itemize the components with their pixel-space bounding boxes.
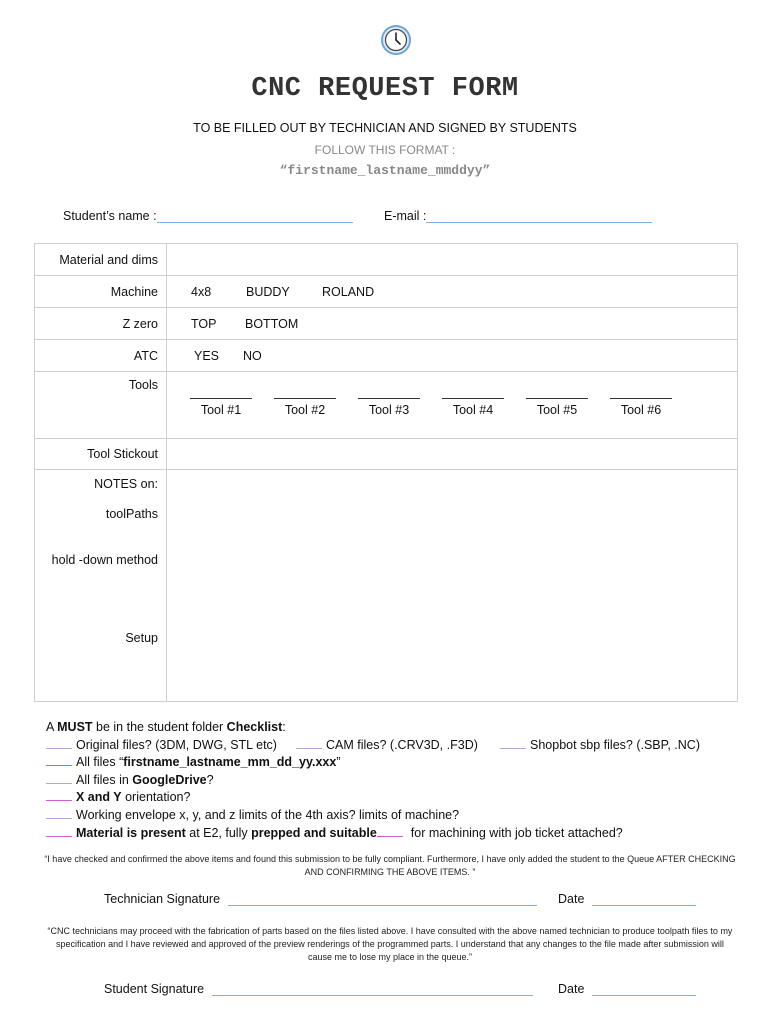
tool-slot[interactable] [179,398,263,417]
student-signature-field[interactable] [212,981,533,996]
request-table [34,243,738,702]
zzero-option-bottom[interactable]: BOTTOM [245,316,299,331]
checklist-item: Material is present at E2, fully prepped and suitable for machining with job ticket attached? [46,825,746,843]
check-blank[interactable] [46,754,72,766]
check-blank[interactable] [377,825,403,837]
material-field[interactable] [167,244,738,276]
technician-date-field[interactable] [592,891,696,906]
email-label: E-mail : [384,209,427,223]
tool-label: Tool #1 [200,403,242,417]
checklist-item: X and Y orientation? [46,789,746,807]
stickout-label: Tool Stickout [35,439,167,470]
tool-label: Tool #2 [284,403,326,417]
tool-slot[interactable] [431,398,515,417]
technician-signature-label: Technician Signature [104,892,221,906]
student-statement: “CNC technicians may proceed with the fabrication of parts based on the files listed above. I have consulted with the above named technician to produce toolpath files to my specification and I have reviewed and approved of the preview renderings of the programmed parts. I understand that any changes to the file made after submission will cause me to lose my place in the queue.” [47,926,733,962]
table-row [35,244,738,276]
stickout-field[interactable] [167,439,738,470]
checklist-item: Original files? (3DM, DWG, STL etc) CAM files? (.CRV3D, .F3D) Shopbot sbp files? (.SBP, .NC) [46,737,746,755]
notes-field[interactable] [167,470,738,702]
email-field[interactable] [426,208,652,223]
check-blank[interactable] [296,737,322,749]
tool-label: Tool #6 [620,403,662,417]
check-blank[interactable] [46,772,72,784]
check-blank[interactable] [46,737,72,749]
machine-option-4x8[interactable]: 4x8 [191,284,212,299]
tool-slot[interactable] [263,398,347,417]
student-signature-label: Student Signature [104,982,205,996]
tool-slot[interactable] [347,398,431,417]
page-title: CNC REQUEST FORM [251,74,519,104]
checklist-item: All files in GoogleDrive? [46,772,746,790]
setup-label: Setup [125,631,158,645]
tools-label: Tools [35,372,167,439]
tool-label: Tool #5 [536,403,578,417]
table-row [35,340,738,372]
checklist-intro: A MUST be in the student folder Checklist: [46,720,286,734]
clock-icon [381,25,411,55]
technician-date-label: Date [558,892,585,906]
check-blank[interactable] [500,737,526,749]
atc-label: ATC [35,340,167,372]
technician-signature-row [104,891,537,906]
atc-options [167,340,738,372]
zzero-option-top[interactable]: TOP [191,316,217,331]
page-subtitle: TO BE FILLED OUT BY TECHNICIAN AND SIGNED BY STUDENTS [193,121,577,135]
tool-label: Tool #3 [368,403,410,417]
checklist-item: All files “firstname_lastname_mm_dd_yy.xxx” [46,754,746,772]
atc-option-no[interactable]: NO [243,348,262,363]
format-instruction: FOLLOW THIS FORMAT : [314,143,456,157]
holddown-label: hold -down method [51,553,158,567]
atc-option-yes[interactable]: YES [194,348,220,363]
material-label: Material and dims [35,244,167,276]
zzero-options [167,308,738,340]
technician-signature-field[interactable] [228,891,537,906]
student-name-label: Student’s name : [63,209,157,223]
tools-list [167,372,738,439]
machine-options [167,276,738,308]
notes-label: NOTES on: [94,477,158,491]
table-row [35,439,738,470]
notes-labels [35,470,167,702]
machine-label: Machine [35,276,167,308]
tool-label: Tool #4 [452,403,494,417]
table-row [35,276,738,308]
student-date-label: Date [558,982,585,996]
student-name-field[interactable] [157,208,353,223]
student-date-row [558,981,696,996]
technician-date-row [558,891,696,906]
student-name-row [63,208,353,223]
machine-option-buddy[interactable]: BUDDY [246,284,290,299]
tool-slot[interactable] [515,398,599,417]
checklist [46,719,746,842]
technician-statement: “I have checked and confirmed the above items and found this submission to be fully compliant. Furthermore, I have only added the student to the Queue AFTER CHECKING AND CONFIRMING THE ABOVE ITEMS. ” [44,854,736,877]
checklist-item: Working envelope x, y, and z limits of the 4th axis? limits of machine? [46,807,746,825]
machine-option-roland[interactable]: ROLAND [322,284,375,299]
table-row [35,470,738,702]
tool-slot[interactable] [599,398,683,417]
student-date-field[interactable] [592,981,696,996]
table-row [35,372,738,439]
filename-format: “firstname_lastname_mmddyy” [279,163,491,178]
table-row [35,308,738,340]
check-blank[interactable] [46,789,72,801]
check-blank[interactable] [46,825,72,837]
email-row [384,208,652,223]
student-signature-row [104,981,533,996]
toolpaths-label: toolPaths [105,507,158,521]
zzero-label: Z zero [35,308,167,340]
check-blank[interactable] [46,807,72,819]
